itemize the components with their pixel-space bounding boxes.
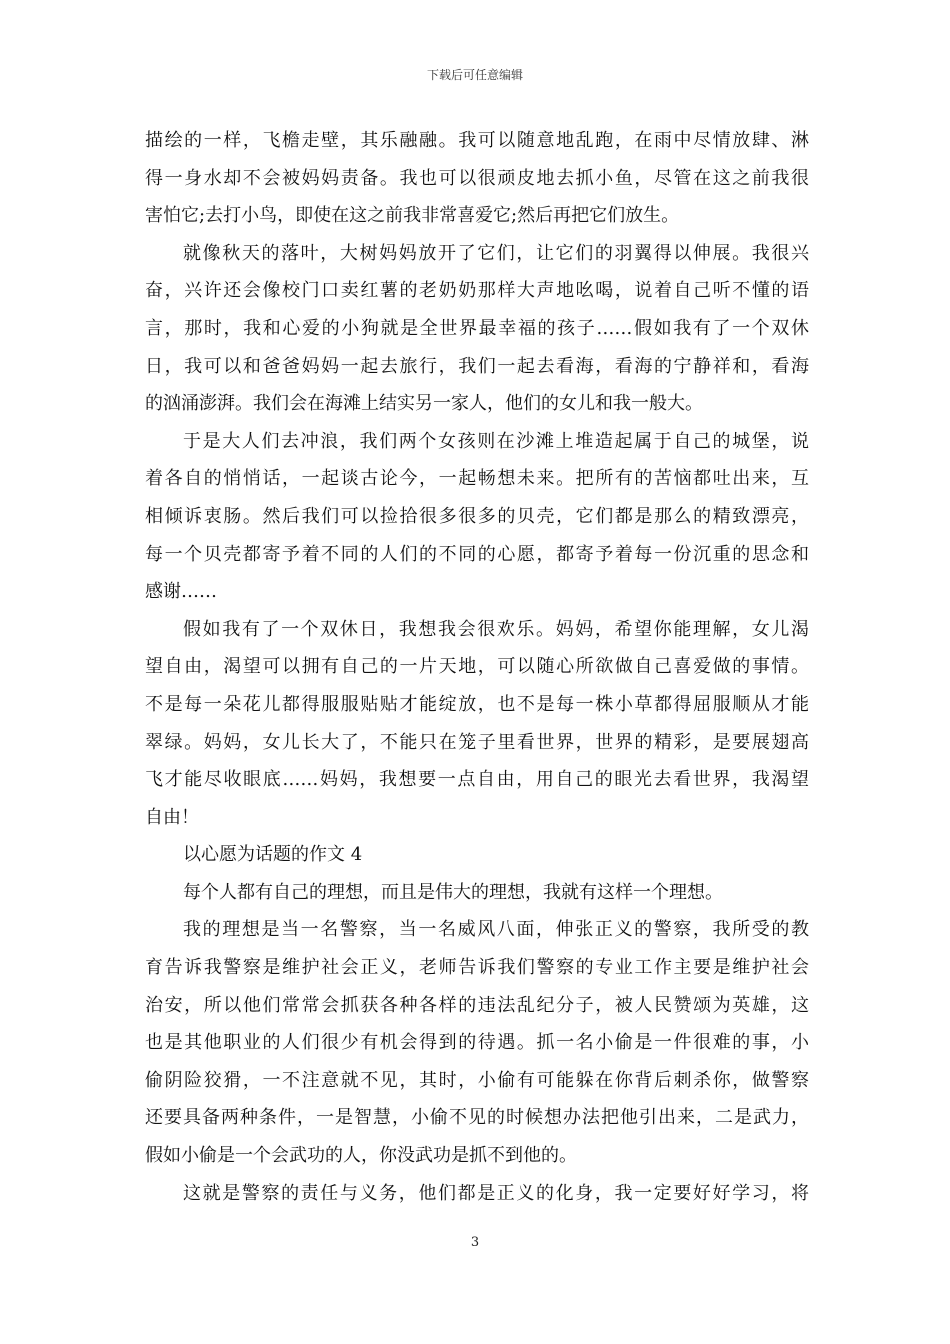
page-header: 下载后可任意编辑 [426, 68, 523, 82]
text-line: 飞才能尽收眼底……妈妈，我想要一点自由，用自己的眼光去看世界，我渴望 [145, 769, 809, 791]
text-line: 得一身水却不会被妈妈责备。我也可以很顽皮地去抓小鱼，尽管在这之前我很 [145, 167, 809, 189]
text-line: 日，我可以和爸爸妈妈一起去旅行，我们一起去看海，看海的宁静祥和，看海 [145, 355, 809, 377]
text-line: 着各自的悄悄话，一起谈古论今，一起畅想未来。把所有的苦恼都吐出来，互 [145, 468, 809, 490]
text-line: 假如我有了一个双休日，我想我会很欢乐。妈妈，希望你能理解，女儿渴 [183, 618, 809, 640]
text-line: 翠绿。妈妈，女儿长大了，不能只在笼子里看世界，世界的精彩，是要展翅高 [145, 731, 809, 753]
text-line: 望自由，渴望可以拥有自己的一片天地，可以随心所欲做自己喜爱做的事情。 [145, 656, 809, 678]
text-line: 就像秋天的落叶，大树妈妈放开了它们，让它们的羽翼得以伸展。我很兴 [183, 242, 809, 264]
document-body [145, 122, 809, 1212]
text-line: 奋，兴许还会像校门口卖红薯的老奶奶那样大声地吆喝，说着自己听不懂的语 [145, 280, 809, 302]
text-line: 假如小偷是一个会武功的人，你没武功是抓不到他的。 [145, 1145, 577, 1167]
text-line: 害怕它;去打小鸟，即使在这之前我非常喜爱它;然后再把它们放生。 [145, 205, 680, 227]
text-line: 相倾诉衷肠。然后我们可以捡拾很多很多的贝壳，它们都是那么的精致漂亮， [145, 505, 809, 527]
page-number: 3 [470, 1235, 480, 1250]
text-line: 偷阴险狡猾，一不注意就不见，其时，小偷有可能躲在你背后刺杀你，做警察 [145, 1069, 809, 1091]
text-line: 也是其他职业的人们很少有机会得到的待遇。抓一名小偷是一件很难的事，小 [145, 1032, 809, 1054]
text-line: 每一个贝壳都寄予着不同的人们的不同的心愿，都寄予着每一份沉重的思念和 [145, 543, 809, 565]
text-line: 这就是警察的责任与义务，他们都是正义的化身，我一定要好好学习，将 [183, 1182, 809, 1204]
text-line: 不是每一朵花儿都得服服贴贴才能绽放，也不是每一株小草都得屈服顺从才能 [145, 693, 809, 715]
text-line: 以心愿为话题的作文 4 [183, 844, 363, 866]
text-line: 于是大人们去冲浪，我们两个女孩则在沙滩上堆造起属于自己的城堡，说 [183, 430, 809, 452]
text-line: 言，那时，我和心爱的小狗就是全世界最幸福的孩子……假如我有了一个双休 [145, 317, 809, 339]
text-line: 每个人都有自己的理想，而且是伟大的理想，我就有这样一个理想。 [183, 881, 723, 903]
text-line: 描绘的一样，飞檐走壁，其乐融融。我可以随意地乱跑，在雨中尽情放肆、淋 [145, 130, 809, 151]
text-line: 治安，所以他们常常会抓获各种各样的违法乱纪分子，被人民赞颂为英雄，这 [145, 994, 809, 1016]
text-line: 的汹涌澎湃。我们会在海滩上结实另一家人，他们的女儿和我一般大。 [145, 393, 703, 415]
text-line: 还要具备两种条件，一是智慧，小偷不见的时候想办法把他引出来，二是武力， [145, 1107, 809, 1129]
text-line: 自由！ [145, 806, 199, 828]
text-line: 我的理想是当一名警察，当一名威风八面，伸张正义的警察，我所受的教 [183, 919, 809, 941]
text-line: 育告诉我警察是维护社会正义，老师告诉我们警察的专业工作主要是维护社会 [145, 957, 809, 979]
text-line: 感谢…… [145, 581, 217, 603]
